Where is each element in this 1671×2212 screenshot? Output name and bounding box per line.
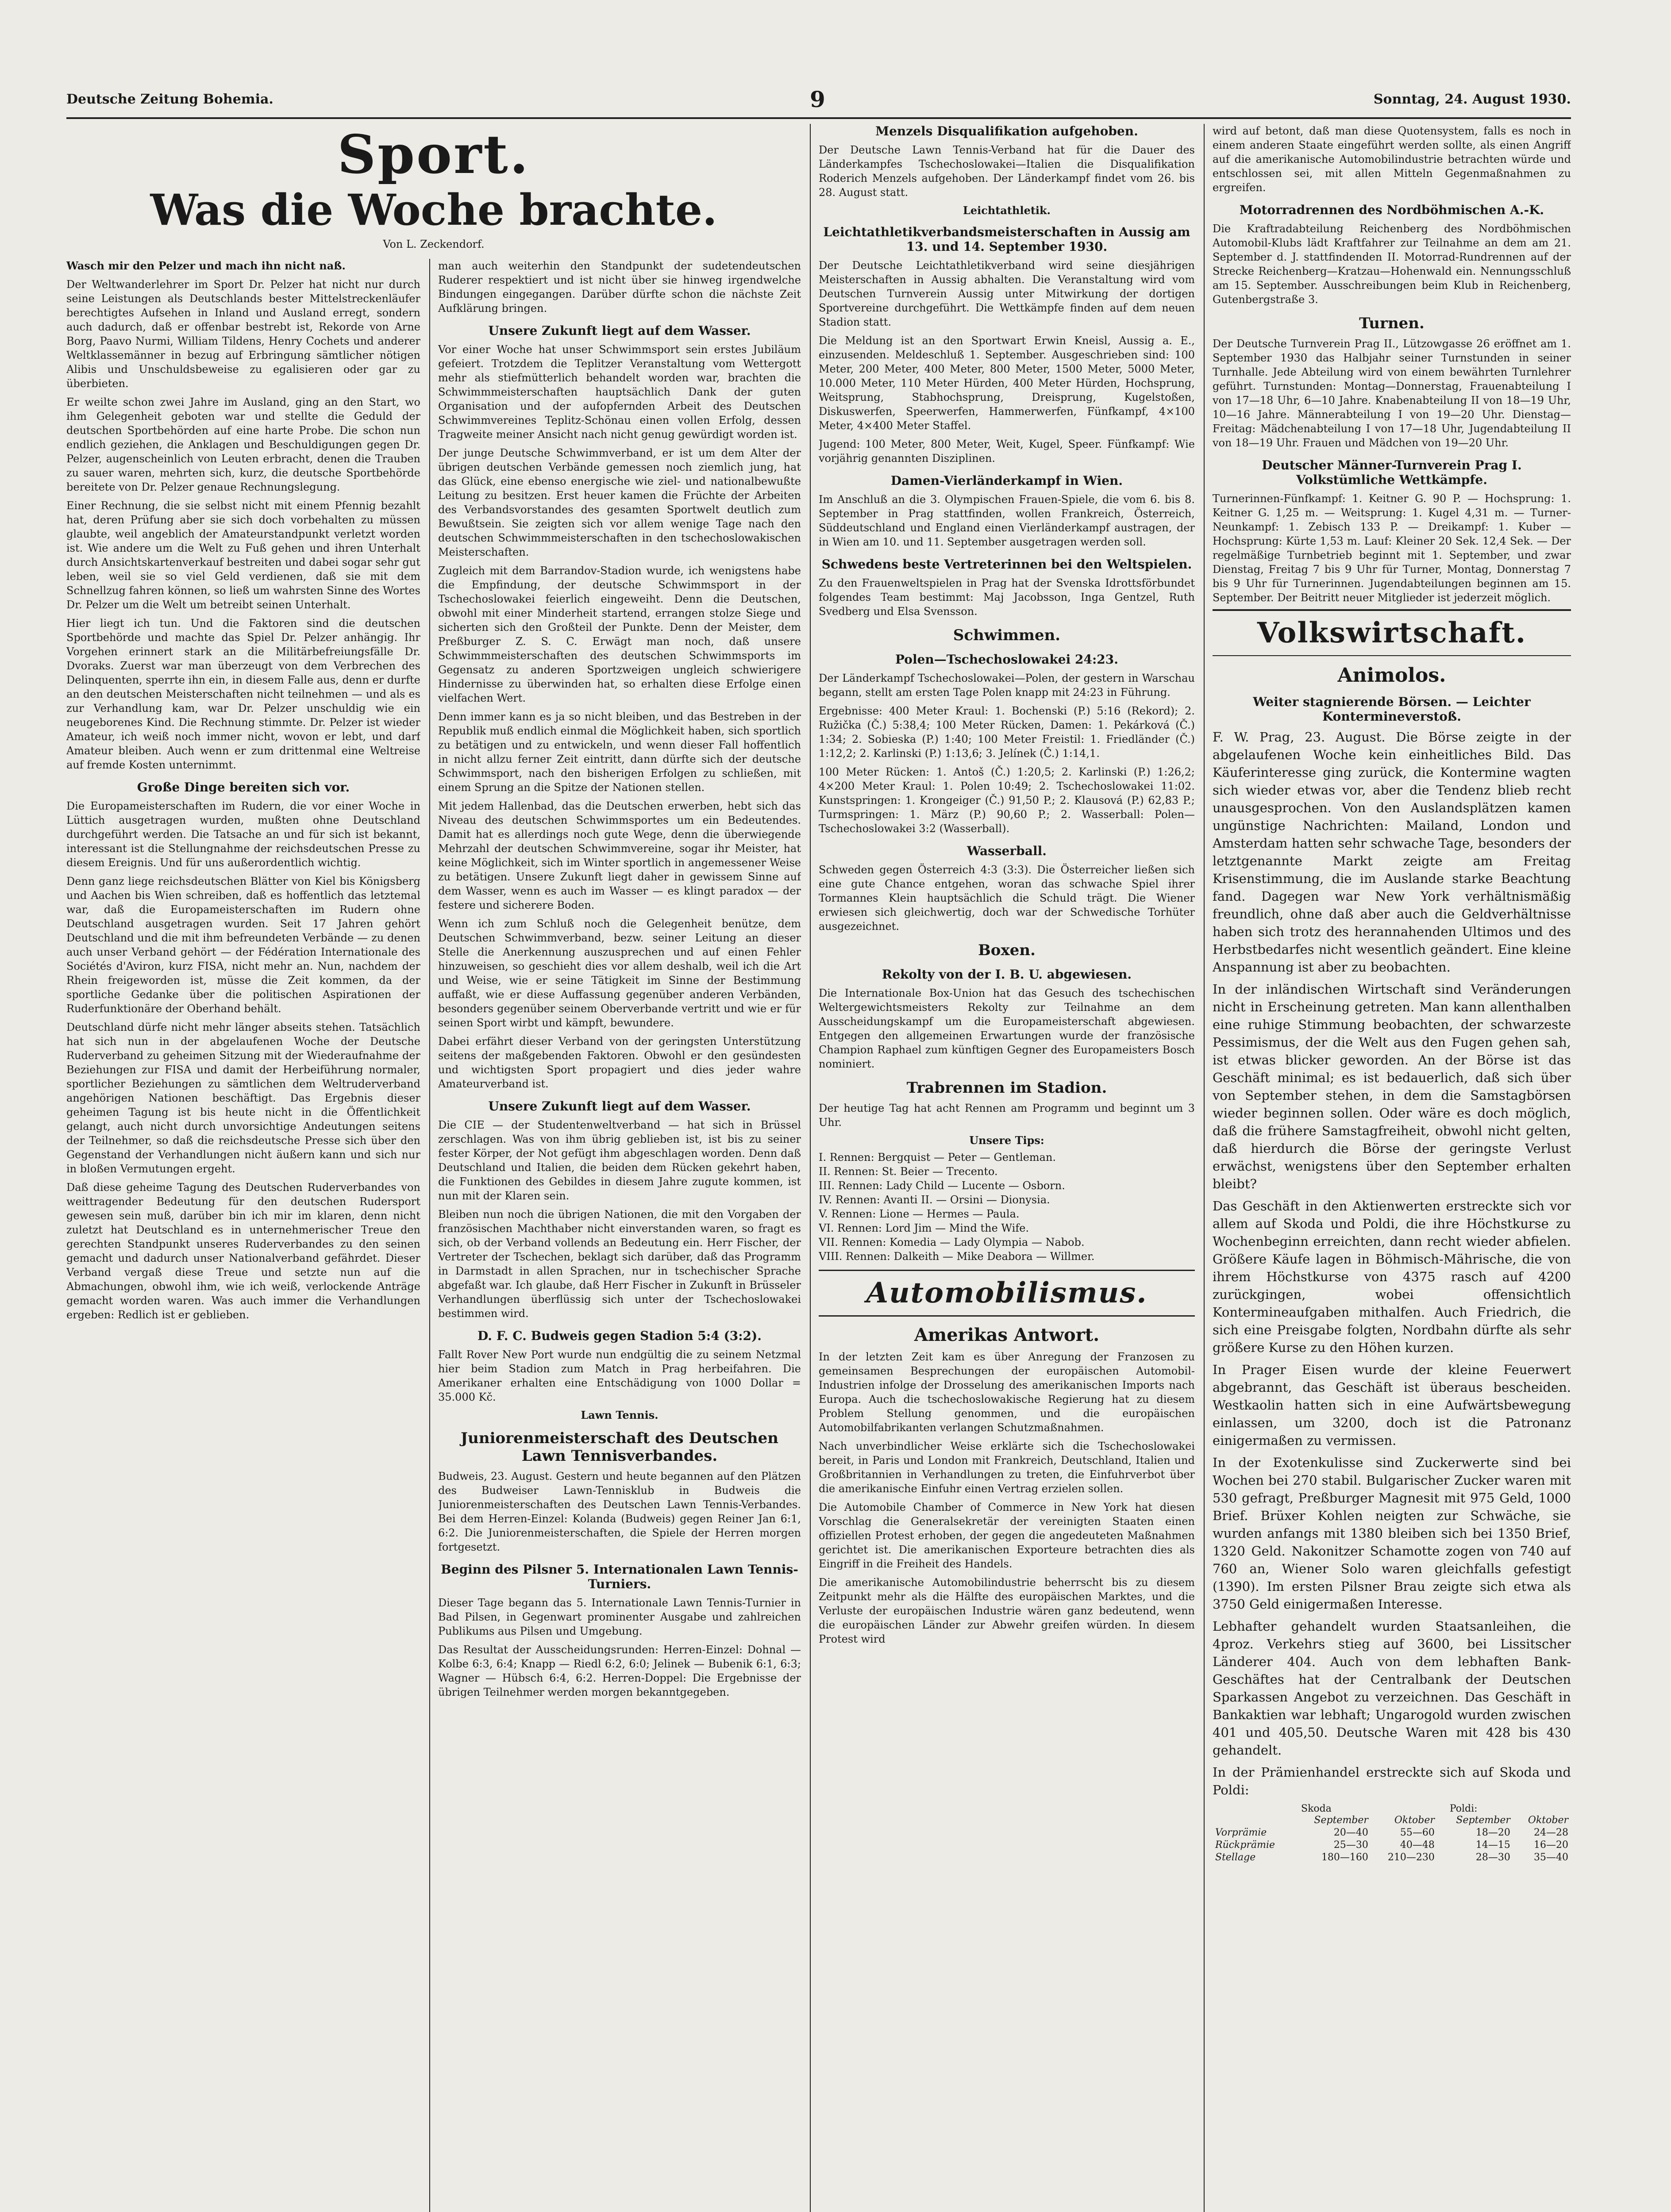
paragraph: Die Internationale Box-Union hat das Gesuch des tschechischen Weltergewichtsmeisters Rekolty zur Teilnahme an dem Ausscheidungskampf um die Europameisterschaft abgewiesen. Entgegen den allgemeinen Erwartungen wurde der französische Champion Raphael zum künftigen Gegner des Europameisters Bosch nominiert. — [819, 987, 1195, 1070]
paragraph: Der Länderkampf Tschechoslowakei—Polen, der gestern in Warschau begann, stellt am ersten Tage Polen knapp mit 24:23 in Führung. — [819, 672, 1195, 699]
premium-table-wrap — [1213, 1803, 1571, 1864]
subheading: Große Dinge bereiten sich vor. — [137, 780, 350, 795]
subheading: Polen—Tschechoslowakei 24:23. — [895, 652, 1119, 667]
paragraph: Im Anschluß an die 3. Olympischen Frauen-Spiele, die vom 6. bis 8. September in Prag stattfinden, wollen Frankreich, Österreich, Süddeutschland und England einen Vierländerkampf austragen, der in Wien am 10. und 11. September ausgetragen werden soll. — [819, 493, 1195, 548]
paragraph: Der Deutsche Turnverein Prag II., Lützowgasse 26 eröffnet am 1. September 1930 das Halbjahr seiner Turnstunden in seiner Turnhalle. Jede Abteilung wird von einem bewährten Turnlehrer geführt. Turnstunden: Montag—Donnerstag, Frauenabteilung I von 17—18 Uhr, 6—10 Jahre. Knabenabteilung II von 18—19 Uhr, 10—16 Jahre. Männerabteilung I von 19—20 Uhr. Dienstag—Freitag: Mädchenabteilung I von 17—18 Uhr, Jugendabteilung II von 18—19 Uhr. Frauen und Mädchen von 19—20 Uhr. — [1213, 338, 1571, 449]
section-title-volkswirtschaft: Volkswirtschaft. — [1257, 616, 1527, 649]
paragraph: Die Automobile Chamber of Commerce in New York hat diesen Vorschlag die Generalsekretär der vereinigten Staaten einen offiziellen Protest erhoben, der gegen die angedeuteten Maßnahmen gerichtet ist. Die amerikanischen Exporteure betrachten dies als Eingriff in die Freiheit des Handels. — [819, 1501, 1195, 1570]
header-rule — [66, 117, 1571, 119]
table-cell: 210—230 — [1387, 1852, 1435, 1863]
subheading: Motorradrennen des Nordböhmischen A.-K. — [1239, 203, 1544, 217]
table-cell: 16—20 — [1534, 1839, 1568, 1851]
page-number: 9 — [810, 86, 825, 112]
paragraph: Der Weltwanderlehrer im Sport Dr. Pelzer hat nicht nur durch seine Leistungen als Deutschlands bester Mittelstreckenläufer berechtigtes Aufsehen in Inland und Ausland erregt, sondern auch dadurch, daß er offenbar bestrebt ist, Rekorde von Arne Borg, Paavo Nurmi, William Tildens, Henry Cochets und anderer Weltklassemänner in bezug auf Erbringung sämtlicher nötigen Alibis und Unschuldsbeweise zu egalisieren oder gar zu überbieten. — [66, 278, 420, 390]
subheading: Menzels Disqualifikation aufgehoben. — [875, 124, 1138, 138]
paragraph: Denn ganz liege reichsdeutschen Blätter von Kiel bis Königsberg und Aachen bis Wien schreiben, daß es hoffentlich das letztemal war, daß die Europameisterschaften im Rudern ohne Deutschland ausgetragen wurden. Seit 17 Jahren gehört Deutschland und die mit ihm befreundeten Verbände — zu denen auch unser Verband gehört — der Fédération Internationale des Sociétés d'Aviron, kurz FISA, nicht mehr an. Nun, nachdem der Rhein freigeworden ist, müsse die Zeit kommen, da der sportliche Gedanke über die politischen Aspirationen der Ruderfunktionäre der Oberhand behält. — [66, 875, 420, 1015]
paragraph: Die amerikanische Automobilindustrie beherrscht bis zu diesem Zeitpunkt mehr als die Hälfte des europäischen Marktes, und die Verluste der europäischen Industrie wären ganz bedeutend, wenn die europäischen Länder zur Abwehr greifen würden. In diesem Protest wird — [819, 1576, 1195, 1645]
paragraph: Das Resultat der Ausscheidungsrunden: Herren-Einzel: Dohnal — Kolbe 6:3, 6:4; Knapp — Riedl 6:2, 6:0; Jelinek — Bubenik 6:1, 6:3; Wagner — Hübsch 6:4, 6:2. Herren-Doppel: Die Ergebnisse der übrigen Teilnehmer werden morgen bekanntgegeben. — [438, 1644, 801, 1698]
subheading: Rekolty von der I. B. U. abgewiesen. — [882, 967, 1132, 982]
paragraph: Die Kraftradabteilung Reichenberg des Nordböhmischen Automobil-Klubs lädt Kraftfahrer zur Teilnahme an dem am 21. September d. J. stattfindenden II. Motorrad-Rundrennen auf der Strecke Reichenberg—Kratzau—Hohenwald ein. Nennungsschluß am 15. September. Ausschreibungen beim Klub in Reichenberg, Gutenbergstraße 3. — [1213, 223, 1571, 306]
subheading: Juniorenmeisterschaft des Deutschen Lawn Tennisverbandes. — [461, 1429, 778, 1465]
paragraph: Bleiben nun noch die übrigen Nationen, die mit den Vorgaben der französischen Machthaber nicht einverstanden waren, so fragt es sich, ob der Verband vollends an Bedeutung ein. Herr Fischer, der Vertreter der Tschechen, beklagt sich darüber, daß das Programm in Darmstadt in allen Sprachen, nur in tschechischer Sprache abgefaßt war. Ich glaube, daß Herr Fischer in Zukunft in Brüsseler Verhandlungen überflüssig sich unter der Tschechoslowakei bestimmen wird. — [438, 1208, 801, 1320]
paragraph: Die CIE — der Studentenweltverband — hat sich in Brüssel zerschlagen. Was von ihm übrig geblieben ist, ist bis zu seiner fester Körper, der Not gefügt ihm abgeschlagen worden. Denn daß Deutschland und Italien, die beiden dem Rücken gekehrt haben, die Funktionen des Gebildes in diesem Jahre zugute kommen, ist nun mit der Klaren sein. — [438, 1119, 801, 1202]
paragraph: Die Europameisterschaften im Rudern, die vor einer Woche in Lüttich ausgetragen wurden, mußten ohne Deutschland durchgeführt werden. Die Tatsache an und für sich ist bekannt, interessant ist die Stellungnahme der reichsdeutschen Presse zu diesem Ereignis. Und für uns außerordentlich wichtig. — [66, 800, 420, 869]
section-rule — [1213, 655, 1571, 656]
subheading: Weiter stagnierende Börsen. — Leichter Kontermineverstoß. — [1253, 695, 1531, 724]
paragraph: Deutschland dürfe nicht mehr länger abseits stehen. Tatsächlich hat sich nun in der abgelaufenen Woche der Deutsche Ruderverband zu geheimen Sitzung mit der Wiederaufnahme der Beziehungen zur FISA und damit der Herbeiführung normaler, sportlicher Beziehungen zu sämtlichen dem Weltruderverband angehörigen Nationen beschäftigt. Das Ergebnis dieser geheimen Tagung ist bis heute nicht in die Öffentlichkeit gelangt, auch nicht durch unvorsichtige Andeutungen seitens der Teilnehmer, so daß die reichsdeutsche Presse sich über den Gegenstand der Verhandlungen nicht äußern kann und sich nur in bloßen Vermutungen ergeht. — [66, 1021, 420, 1175]
section-label: Lawn Tennis. — [581, 1409, 658, 1421]
table-cell: Rückprämie — [1215, 1839, 1275, 1851]
tip-line: IV. Rennen: Avanti II. — Orsini — Dionysia. — [819, 1194, 1050, 1206]
paragraph: Der junge Deutsche Schwimmverband, er ist um dem Alter der übrigen deutschen Verbände gemessen noch ziemlich jung, hat das Glück, eine ebenso energische wie ziel- und nationalbewußte Leitung zu besitzen. Erst heuer kamen die Früchte der Arbeiten des Verbandsvorstandes des gesamten Sportwelt deutlich zum Bewußtsein. Sie zeigten sich vor allem wenige Tage nach den deutschen Schwimmmeisterschaften in den tschechoslowakischen Meisterschaften. — [438, 447, 801, 558]
paragraph: Denn immer kann es ja so nicht bleiben, und das Bestreben in der Republik muß endlich einmal die Möglichkeit haben, sich sportlich zu betätigen und zu entwickeln, und wenn dieser Fall hoffentlich in nicht allzu ferner Zeit eintritt, dann dürfte sich der deutsche Schwimmsport, nach den bisherigen Erfolgen zu schließen, mit einem Sprung an die Spitze der Nationen stellen. — [438, 710, 801, 794]
article-headline: Was die Woche brachte. — [150, 185, 717, 235]
column-divider — [429, 259, 430, 2212]
paragraph: Jugend: 100 Meter, 800 Meter, Weit, Kugel, Speer. Fünfkampf: Wie vorjährig genannten Disziplinen. — [819, 438, 1195, 465]
paragraph: Turnerinnen-Fünfkampf: 1. Keitner G. 90 P. — Hochsprung: 1. Keitner G. 1,25 m. — Weitsprung: 1. Kugel 4,31 m. — Turner-Neunkampf: 1. Zebisch 133 P. — Dreikampf: 1. Kuber — Hochsprung: Kürte 1,53 m. Lauf: Kleiner 20 Sek. 12,4 Sek. — Der regelmäßige Turnbetrieb beginnt mit 1. September, und zwar Dienstag, Freitag 7 bis 9 Uhr für Turner, Montag, Donnerstag 7 bis 9 Uhr für Turnerinnen. Jugendabteilungen beginnen am 15. September. Der Beitritt neuer Mitglieder ist jederzeit möglich. — [1213, 492, 1571, 604]
table-cell: 35—40 — [1534, 1852, 1568, 1863]
table-header: September — [1314, 1815, 1368, 1826]
section-label: Schwimmen. — [953, 626, 1061, 644]
table-cell: 40—48 — [1400, 1839, 1435, 1851]
paragraph: Hier liegt ich tun. Und die Faktoren sind die deutschen Sportbehörde und machte das Spiel Dr. Pelzer anhängig. Ihr Vorgehen erinnert stark an die Militärbefreiungsfälle Dr. Dvoraks. Zuerst war man überzeugt von dem Verbrechen des Delinquenten, sperrte ihn ein, in diesem Falle aus, denn er durfte an den deutschen Meisterschaften nicht teilnehmen — und als es zur Verhandlung kam, war Dr. Pelzer unschuldig wie ein neugeborenes Kind. Die Rechnung stimmte. Dr. Pelzer ist wieder Amateur, ich weiß noch immer nicht, wovon er lebt, und darf Amateur bleiben. Auch wenn er zum drittenmal eine Weltreise auf fremde Kosten unternimmt. — [66, 617, 420, 771]
paragraph: Fallt Rover New Port wurde nun endgültig die zu seinem Netzmal hier beim Stadion zum Match in Prag herbeifahren. Die Amerikaner erhalten eine Entschädigung von 1000 Dollar = 35.000 Kč. — [438, 1348, 801, 1403]
paragraph: In Prager Eisen wurde der kleine Feuerwert abgebrannt, das Geschäft ist überaus bescheiden. Westkaolin hatten sich in eine Aufwärtsbewegung einlassen, um 3200, doch ist die Patronanz einigermaßen zu vermissen. — [1213, 1362, 1571, 1448]
tip-line: VI. Rennen: Lord Jim — Mind the Wife. — [819, 1222, 1029, 1234]
table-cell: Stellage — [1215, 1852, 1256, 1863]
paragraph: Daß diese geheime Tagung des Deutschen Ruderverbandes von weittragender Bedeutung für den deutschen Rudersport gewesen sein muß, darüber bin ich mir im klaren, denn nicht zuletzt hat Deutschland es in unternehmerischer Treue den gerechten Standpunkt unseres Ruderverbandes zu den seinen gemacht und dadurch unser Nationalverband gefährdet. Dieser Verband vergaß diese Treue und setzte nun auf die Abmachungen, obwohl ihm, wie ich weiß, verlockende Anträge gemacht worden waren. Was auch immer die Verhandlungen ergeben: Redlich ist er geblieben. — [66, 1181, 420, 1321]
section-label: Leichtathletik. — [963, 204, 1051, 217]
paragraph: Die Meldung ist an den Sportwart Erwin Kneisl, Aussig a. E., einzusenden. Meldeschluß 1. September. Ausgeschrieben sind: 100 Meter, 200 Meter, 400 Meter, 800 Meter, 1500 Meter, 5000 Meter, 10.000 Meter, 110 Meter Hürden, 400 Meter Hürden, Hochsprung, Weitsprung, Stabhochsprung, Dreisprung, Kugelstoßen, Diskuswerfen, Speerwerfen, Hammerwerfen, Fünfkampf, 4×100 Meter, 4×400 Meter Staffel. — [819, 334, 1195, 432]
section-title-sport: Sport. — [337, 124, 530, 186]
page-header — [66, 86, 1571, 113]
table-cell: 24—28 — [1534, 1827, 1568, 1838]
lead-paragraph: Wasch mir den Pelzer und mach ihn nicht naß. — [66, 259, 346, 272]
sport-title-block — [66, 124, 801, 257]
table-header: Oktober — [1394, 1815, 1435, 1826]
paragraph: In der Prämienhandel erstreckte sich auf Skoda und Poldi: — [1213, 1765, 1571, 1797]
issue-date: Sonntag, 24. August 1930. — [1373, 92, 1571, 107]
subheading: Schwedens beste Vertreterinnen bei den Weltspielen. — [821, 557, 1192, 572]
paragraph: Dieser Tage begann das 5. Internationale Lawn Tennis-Turnier in Bad Pilsen, in Gegenwart prominenter Ausgabe und zahlreichen Publikums aus Pilsen und Umgebung. — [438, 1597, 801, 1637]
paragraph: Zugleich mit dem Barrandov-Stadion wurde, ich wenigstens habe die Empfindung, der deutsche Schwimmsport in der Tschechoslowakei feierlich eingeweiht. Denn die Deutschen, obwohl mit einer Minderheit startend, errangen stolze Siege und sicherten sich den Großteil der Punkte. Denn der Meister, dem Preßburger Z. S. C. Erwägt man noch, daß unsere Schwimmmeisterschaften des deutschen Schwimmsports im Gegensatz zu anderen Sportzweigen ungleich schwierigere Hindernisse zu überwinden hat, so erhalten diese Erfolge einen vielfachen Wert. — [438, 565, 801, 704]
table-header: Oktober — [1528, 1815, 1568, 1826]
table-header — [1213, 1814, 1295, 1827]
subheading: Unsere Zukunft liegt auf dem Wasser. — [488, 323, 751, 338]
table-cell: 14—15 — [1475, 1839, 1510, 1851]
column-divider — [810, 124, 811, 2212]
table-cell: Vorprämie — [1215, 1827, 1267, 1838]
table-row — [1213, 1839, 1571, 1851]
section-rule — [1213, 609, 1571, 611]
paragraph: Einer Rechnung, die sie selbst nicht mit einem Pfennig bezahlt hat, deren Prüfung aber sie sich doch vorbehalten zu müssen glaubte, weil angeblich der Amateurstandpunkt verletzt worden ist. Wie andere um die Welt zu Fuß gehen und ihren Unterhalt durch Ansichtskartenverkauf bestreiten und dabei sogar sehr gut leben, weil sie so viel Geld verdienen, daß sie mit dem Schnellzug fahren können, so ließ um wahrsten Sinne des Wortes Dr. Pelzer um die Welt um betreibt seinen Unterhalt. — [66, 499, 420, 611]
masthead-label: Deutsche Zeitung Bohemia. — [66, 92, 273, 107]
table-cell: 28—30 — [1475, 1852, 1510, 1863]
column-divider — [1204, 124, 1205, 2212]
section-title-automobilismus: Automobilismus. — [866, 1276, 1147, 1310]
paragraph: Der Deutsche Leichtathletikverband wird seine diesjährigen Meisterschaften in Aussig abhalten. Die Veranstaltung wird vom Deutschen Turnverein Aussig unter Mitwirkung der dortigen Sportvereine durchgeführt. Die Wettkämpfe finden auf dem neuen Stadion statt. — [819, 259, 1195, 328]
paragraph: wird auf betont, daß man diese Quotensystem, falls es noch in einem anderen Staate eingeführt werden sollte, als einen Angriff auf die amerikanische Automobilindustrie betrachten würde und entschlossen sei, mit allen Mitteln Gegenmaßnahmen zu ergreifen. — [1213, 125, 1571, 194]
table-row — [1213, 1827, 1571, 1839]
tip-line: V. Rennen: Lione — Hermes — Paula. — [819, 1208, 1020, 1220]
column-4 — [1213, 124, 1571, 2212]
section-label: Wasserball. — [967, 844, 1047, 858]
paragraph: man auch weiterhin den Standpunkt der sudetendeutschen Ruderer respektiert und ist nicht über sie hinweg irgendwelche Bindungen eingegangen. Darüber dürfte schon die nächste Zeit Aufklärung bringen. — [438, 260, 801, 315]
paragraph: Der Deutsche Lawn Tennis-Verband hat für die Dauer des Länderkampfes Tschechoslowakei—Italien die Disqualifikation Roderich Menzels aufgehoben. Der Länderkampf findet vom 26. bis 28. August statt. — [819, 144, 1195, 199]
subheading: Unsere Zukunft liegt auf dem Wasser. — [488, 1099, 751, 1114]
table-cell: 18—20 — [1475, 1827, 1510, 1838]
subheading: Animolos. — [1337, 664, 1446, 687]
tips-label: Unsere Tips: — [969, 1134, 1044, 1147]
article-byline: Von L. Zeckendorf. — [383, 238, 485, 250]
paragraph: F. W. Prag, 23. August. Die Börse zeigte in der abgelaufenen Woche kein einheitliches Bild. Das Käuferinteresse ging zurück, die Kontermine wagten sich wieder etwas vor, aber die Tendenz blieb recht unausgesprochen. Von den Auslandsplätzen kamen ungünstige Nachrichten: Mailand, London und Amsterdam hatten sehr schwache Tage, besonders der letztgenannte Markt zeigte am Freitag Krisenstimmung, die im Auslande starke Beachtung fand. Dagegen war New York verhältnismäßig freundlich, ohne daß aber auch die Geldverhältnisse haben sich trotz des herannahenden Ultimos und des Herbstbedarfes nicht wesentlich geändert. Eine kleine Anspannung ist aber zu beobachten. — [1213, 730, 1571, 975]
paragraph: In der letzten Zeit kam es über Anregung der Franzosen zu gemeinsamen Besprechungen der europäischen Automobil-Industrien infolge der Drosselung des amerikanischen Imports nach Europa. Auch die tschechoslowakische Regierung hat zu diesem Problem Stellung genommen, und die europäischen Automobilfabrikanten verlangen Schutzmaßnahmen. — [819, 1351, 1195, 1434]
table-cell: 180—160 — [1321, 1852, 1368, 1863]
table-header-row — [1213, 1814, 1571, 1827]
subheading: Damen-Vierländerkampf in Wien. — [890, 473, 1123, 488]
section-rule — [819, 1315, 1195, 1317]
section-label: Boxen. — [978, 941, 1036, 959]
section-rule — [819, 1270, 1195, 1271]
paragraph: In der Exotenkulisse sind Zuckerwerte sind bei Wochen bei 270 stabil. Bulgarischer Zucker waren mit 530 gefragt, Preßburger Magnesit mit 975 Geld, 1000 Brief. Brüxer Kohlen neigten zur Schwäche, sie wurden anfangs mit 1380 bleiben sich bei 1350 Brief, 1320 Geld. Nakonitzer Schamotte zogen von 740 auf 760 an, Wiener Solo waren gleichfalls gefestigt (1390). Im ersten Pilsner Brau zeigte sich etwa als 3750 Geld einigermaßen Interesse. — [1213, 1455, 1571, 1612]
column-2 — [438, 259, 801, 2212]
table-row — [1213, 1851, 1571, 1864]
paragraph: Nach unverbindlicher Weise erklärte sich die Tschechoslowakei bereit, in Paris und London mit Frankreich, Deutschland, Italien und Großbritannien in Verhandlungen zu treten, die Einfuhrverbot über die amerikanische Einfuhr einen Vertrag erzielen sollen. — [819, 1440, 1195, 1495]
section-label: Turnen. — [1359, 315, 1425, 332]
tip-line: II. Rennen: St. Beier — Trecento. — [819, 1165, 998, 1178]
subheading: Amerikas Antwort. — [914, 1325, 1100, 1345]
paragraph: Er weilte schon zwei Jahre im Ausland, ging an den Start, wo ihm Gelegenheit geboten war und stellte die Geduld der deutschen Sportbehörden auf eine harte Probe. Die schon nun endlich geziehen, die Anklagen und Beschuldigungen gegen Dr. Pelzer, augenscheinlich von Leuten erbracht, denen die Trauben zu sauer waren, mehrten sich, kurz, die deutsche Sportbehörde bereitete von Dr. Pelzer genaue Rechnungslegung. — [66, 396, 420, 493]
table-title: Skoda — [1301, 1803, 1332, 1814]
paragraph: 100 Meter Rücken: 1. Antoš (Č.) 1:20,5; 2. Karlinski (P.) 1:26,2; 4×200 Meter Kraul: 1. Polen 10:49; 2. Tschechoslowakei 11:02. Kunstspringen: 1. Krongeiger (Č.) 91,50 P.; 2. Klausová (P.) 62,83 P.; Turmspringen: 1. März (P.) 90,60 P.; 2. Wasserball: Polen—Tschechoslowakei 3:2 (Wasserball). — [819, 766, 1195, 835]
paragraph: Dabei erfährt dieser Verband von der geringsten Unterstützung seitens der maßgebenden Faktoren. Obwohl er den gesündesten und wichtigsten Sport propagiert und dies jeder wahre Amateurverband ist. — [438, 1035, 801, 1090]
column-1 — [66, 259, 420, 2212]
paragraph: Mit jedem Hallenbad, das die Deutschen erwerben, hebt sich das Niveau des deutschen Schwimmsportes um ein Bedeutendes. Damit hat es allerdings noch gute Wege, denn die überwiegende Mehrzahl der deutschen Schwimmvereine, sogar ihr Meister, hat keine Möglichkeit, sich im Winter sportlich in angemessener Weise zu betätigen. Unsere Zukunft liegt daher in gewissem Sinne auf dem Wasser, wenn es auch im Wasser — es klingt paradox — der festere und sicherere Boden. — [438, 800, 801, 911]
table-title: Poldi: — [1449, 1803, 1478, 1814]
tip-line: III. Rennen: Lady Child — Lucente — Osborn. — [819, 1179, 1065, 1192]
column-3 — [819, 124, 1195, 2212]
paragraph: Zu den Frauenweltspielen in Prag hat der Svenska Idrottsförbundet folgendes Team bestimmt: Maj Jacobsson, Inga Gentzel, Ruth Svedberg und Elsa Svensson. — [819, 577, 1195, 618]
subheading: D. F. C. Budweis gegen Stadion 5:4 (3:2). — [477, 1329, 762, 1343]
table-cell: 25—30 — [1333, 1839, 1368, 1851]
tip-line: I. Rennen: Bergquist — Peter — Gentleman. — [819, 1151, 1056, 1164]
table-cell: 55—60 — [1400, 1827, 1435, 1838]
tip-line: VII. Rennen: Komedia — Lady Olympia — Nabob. — [819, 1236, 1085, 1248]
subheading: Trabrennen im Stadion. — [906, 1079, 1107, 1097]
paragraph: Ergebnisse: 400 Meter Kraul: 1. Bochenski (P.) 5:16 (Rekord); 2. Ružička (Č.) 5:38,4; 100 Meter Rücken, Damen: 1. Pekárková (Č.) 1:34; 2. Sobieska (P.) 1:40; 100 Meter Freistil: 1. Friedländer (Č.) 1:12,2; 2. Karlinski (P.) 1:13,6; 3. Jelínek (Č.) 1:14,1. — [819, 705, 1195, 760]
paragraph: Das Geschäft in den Aktienwerten erstreckte sich vor allem auf Skoda und Poldi, die ihre Höchstkurse zu Wochenbeginn erreichten, dann recht wieder abfielen. Größere Käufe lagen in Böhmisch-Mährische, die von ihrem Höchstkurse von 4375 rasch auf 4200 zurückgingen, wobei offensichtlich Kontermineaufgaben mithalfen. Auch Friedrich, die sich eine Preisgabe folgten, Nordbahn dürfte als sehr größere Kurse zu den Höhen kurzen. — [1213, 1198, 1571, 1355]
table-header: September — [1456, 1815, 1510, 1826]
paragraph: Budweis, 23. August. Gestern und heute begannen auf den Plätzen des Budweiser Lawn-Tennisklub in Budweis die Juniorenmeisterschaften des Deutschen Lawn Tennis-Verbandes. Bei dem Herren-Einzel: Kolanda (Budweis) gegen Reiner Jan 6:1, 6:2. Die Juniorenmeisterschaften, die Spiele der Herren morgen fortgesetzt. — [438, 1470, 801, 1553]
premium-table — [1213, 1814, 1571, 1864]
subheading: Leichtathletikverbandsmeisterschaften in Aussig am 13. und 14. September 1930. — [823, 225, 1190, 254]
paragraph: Der heutige Tag hat acht Rennen am Programm und beginnt um 3 Uhr. — [819, 1102, 1195, 1129]
paragraph: Wenn ich zum Schluß noch die Gelegenheit benütze, dem Deutschen Schwimmverband, bezw. seiner Leitung an dieser Stelle die Anerkennung auszusprechen und auf einen Fehler hinzuweisen, so geschieht dies vor allem deshalb, weil ich die Art und Weise, wie er seine Tätigkeit im Sinne der Bestimmung auffaßt, wie er diese Auffassung gegenüber anderen Verbänden, besonders gegenüber seinem Oberverbande vertritt und wie er für seinen Sport wirbt und kämpft, bewundere. — [438, 918, 801, 1029]
table-cell: 20—40 — [1333, 1827, 1368, 1838]
subheading: Deutscher Männer-Turnverein Prag I. Volkstümliche Wettkämpfe. — [1262, 458, 1522, 487]
paragraph: Schweden gegen Österreich 4:3 (3:3). Die Österreicher ließen sich eine gute Chance entgehen, woran das schwache Spiel ihrer Tormannes Klein hauptsächlich die Schuld trägt. Die Wiener erwiesen sich gleichwertig, doch war der Schwedische Torhüter ausgezeichnet. — [819, 864, 1195, 933]
subheading: Beginn des Pilsner 5. Internationalen Lawn Tennis-Turniers. — [441, 1562, 798, 1591]
paragraph: Vor einer Woche hat unser Schwimmsport sein erstes Jubiläum gefeiert. Trotzdem die Teplitzer Veranstaltung vom Wettergott mehr als stiefmütterlich behandelt worden war, brachten die Schwimmmeisterschaften hauptsächlich Dank der guten Organisation und der aufopfernden Arbeit des Deutschen Schwimmvereines Teplitz-Schönau einen vollen Erfolg, dessen Tragweite meiner Ansicht nach nicht genug gewürdigt worden ist. — [438, 343, 801, 441]
tip-line: VIII. Rennen: Dalkeith — Mike Deabora — Willmer. — [819, 1250, 1095, 1263]
paragraph: In der inländischen Wirtschaft sind Veränderungen nicht in Erscheinung getreten. Man kann allenthalben eine ruhige Stimmung beobachten, der schwarzeste Pessimismus, der die Welt aus den Fugen gehen sah, ist etwas blicker geworden. An der Börse ist das Geschäft minimal; es ist bedauerlich, daß sich über von September stehen, in dem die Samstagbörsen wieder beginnen sollen. Oder wäre es doch möglich, daß die frühere Samstagfreiheit, obwohl nicht gelten, daß hierdurch die Börse der geringste Verlust erwächst, wenigstens über den September erhalten bleibt? — [1213, 982, 1571, 1191]
paragraph: Lebhafter gehandelt wurden Staatsanleihen, die 4proz. Verkehrs stieg auf 3600, bei Lissitscher Länderer 404. Auch von dem lebhaften Bank-Geschäftes hat der Centralbank der Deutschen Sparkassen Angebot zu verzeichnen. Das Geschäft in Bankaktien war lebhaft; Ungarogold wurden zwischen 401 und 405,50. Deutsche Waren mit 428 bis 430 gehandelt. — [1213, 1619, 1571, 1758]
